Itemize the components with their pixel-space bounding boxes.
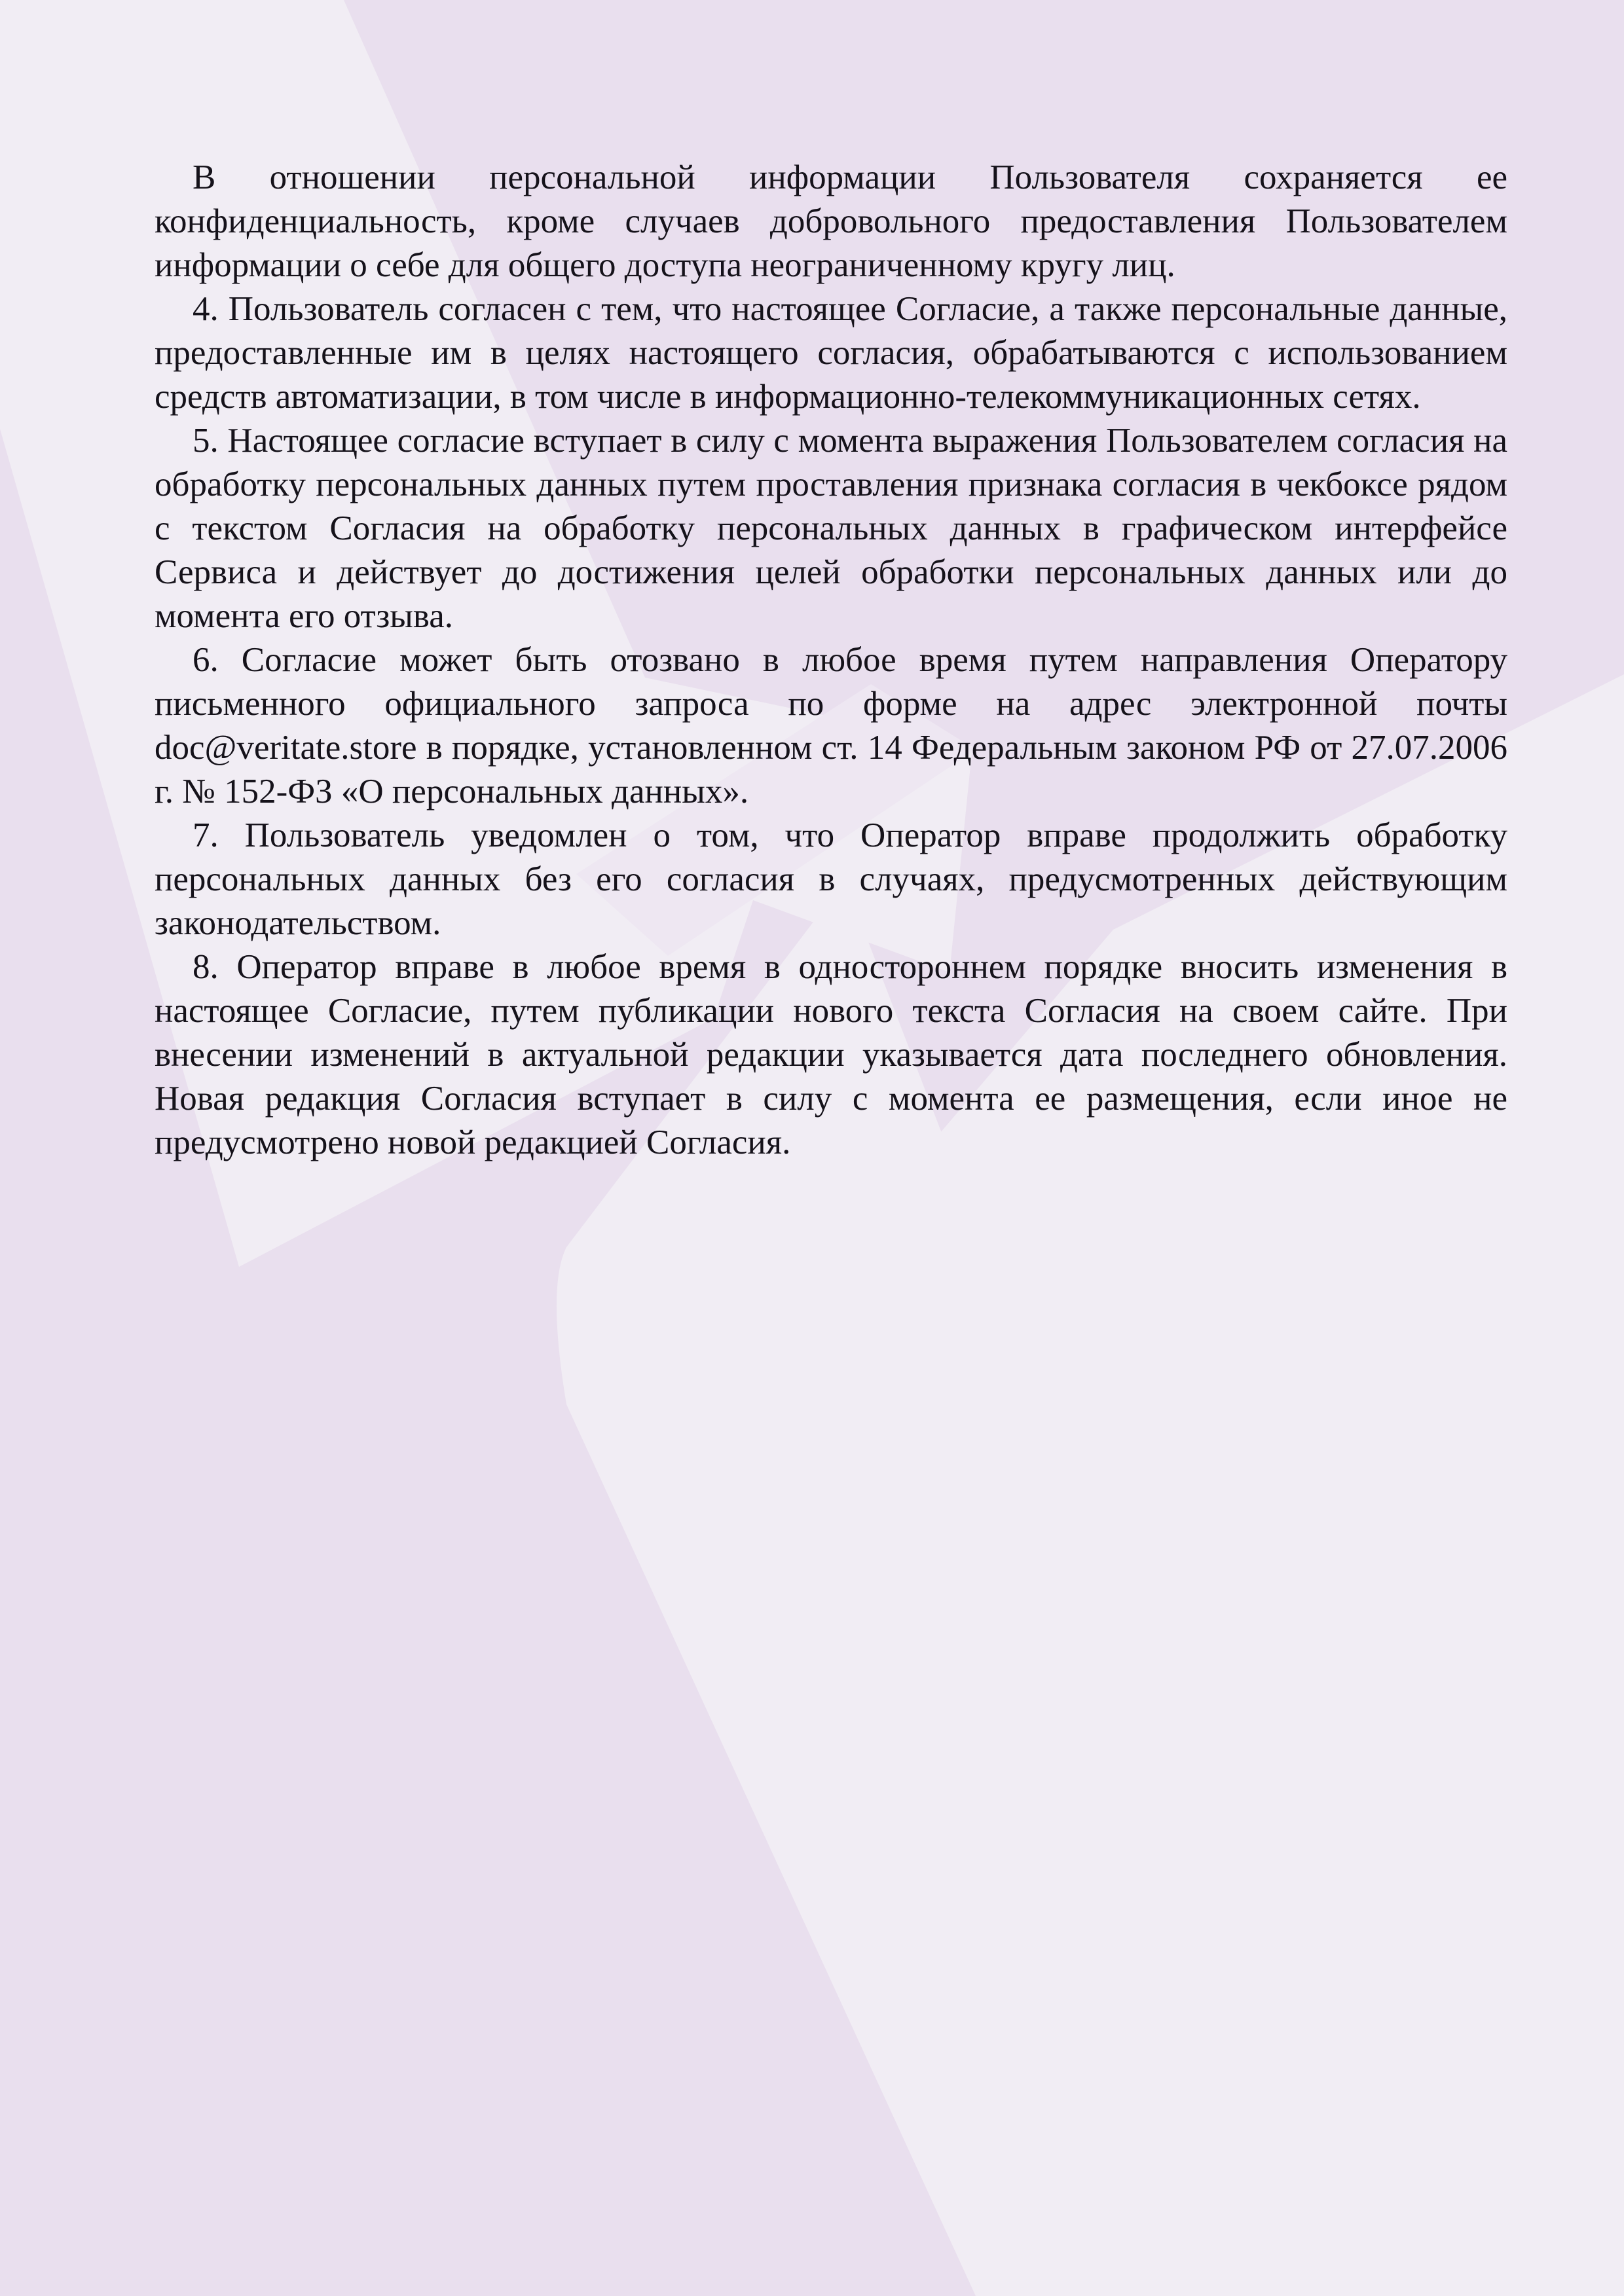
paragraph-personal-information: В отношении персональной информации Пользователя сохраняется ее конфиденциальность, кроме случаев добровольного предоставления Пользователем информации о себе для общего доступа неограниченному кругу лиц. — [155, 158, 1507, 284]
paragraph-consent-changes: 8. Оператор вправе в любое время в одностороннем порядке вносить изменения в настоящее Согласие, путем публикации нового текста Согласия на своем сайте. При внесении изменений в актуальной редакции указывается дата последнего обновления. Новая редакция Согласия вступает в силу с момента ее размещения, если иное не предусмотрено новой редакцией Согласия. — [155, 948, 1507, 1161]
paragraph-operator-processing: 7. Пользователь уведомлен о том, что Оператор вправе продолжить обработку персональных данных без его согласия в случаях, предусмотренных действующим законодательством. — [155, 816, 1507, 942]
paragraph-consent-effective: 5. Настоящее согласие вступает в силу с момента выражения Пользователем согласия на обработку персональных данных путем проставления признака согласия в чекбоксе рядом с текстом Согласия на обработку персональных данных в графическом интерфейсе Сервиса и действует до достижения целей обработки персональных данных или до момента его отзыва. — [155, 422, 1507, 635]
paragraph-automated-processing: 4. Пользователь согласен с тем, что настоящее Согласие, а также персональные данные, предоставленные им в целях настоящего согласия, обрабатываются с использованием средств автоматизации, в том числе в информационно-телекоммуникационных сетях. — [155, 290, 1507, 416]
paragraph-consent-withdrawal: 6. Согласие может быть отозвано в любое время путем направления Оператору письменного официального запроса по форме на адрес электронной почты doc@veritate.store в порядке, установленном ст. 14 Федеральным законом РФ от 27.07.2006 г. № 152-ФЗ «О персональных данных». — [155, 641, 1507, 811]
consent-document-body — [155, 156, 1507, 1165]
